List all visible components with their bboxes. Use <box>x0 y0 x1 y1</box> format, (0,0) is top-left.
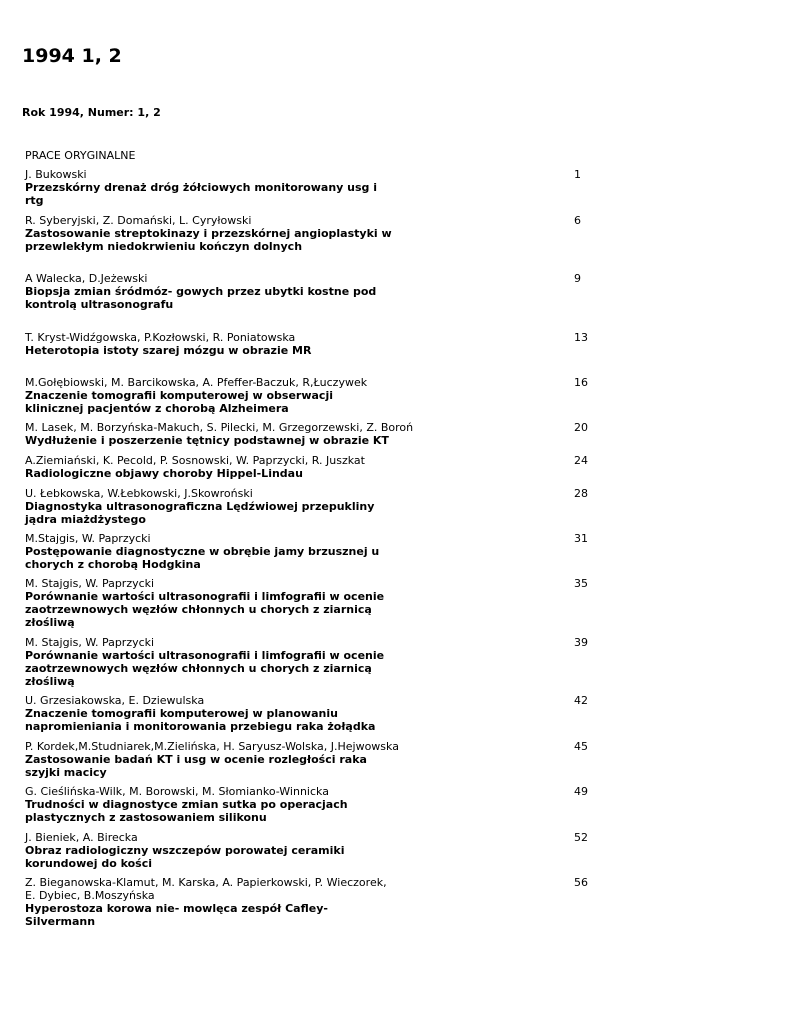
entry-title-link[interactable]: Przezskórny drenaż dróg żółciowych monitorowany usg i rtg <box>25 181 378 207</box>
section-heading: PRACE ORYGINALNE <box>25 149 136 162</box>
entry-authors: M. Stajgis, W. Paprzycki <box>25 577 155 590</box>
entry-authors: R. Syberyjski, Z. Domański, L. Cyryłowski <box>25 214 252 227</box>
entry-page-number: 52 <box>574 831 588 844</box>
entry-title-link[interactable]: Hyperostoza korowa nie- mowlęca zespół Cafley-Silvermann <box>25 902 328 928</box>
toc-entry[interactable] <box>25 532 595 571</box>
entry-title-link[interactable]: Wydłużenie i poszerzenie tętnicy podstawnej w obrazie KT <box>25 434 389 447</box>
toc-entry[interactable] <box>25 214 595 253</box>
entry-authors: U. Grzesiakowska, E. Dziewulska <box>25 694 205 707</box>
toc-entry[interactable] <box>25 272 595 311</box>
entry-title-link[interactable]: Diagnostyka ultrasonograficzna Lędźwiowej przepukliny jądra miażdżystego <box>25 500 375 526</box>
entry-page-number: 45 <box>574 740 588 753</box>
toc-entry[interactable] <box>25 168 595 207</box>
entry-title-link[interactable]: Zastosowanie streptokinazy i przezskórnej angioplastyki w przewlekłym niedokrwieniu kończyn dolnych <box>25 227 392 253</box>
toc-entry[interactable] <box>25 636 595 688</box>
entry-page-number: 1 <box>574 168 581 181</box>
entry-title-link[interactable]: Porównanie wartości ultrasonografii i limfografii w ocenie zaotrzewnowych węzłów chłonnych u chorych z ziarnicą złośliwą <box>25 590 385 629</box>
entry-authors: M.Gołębiowski, M. Barcikowska, A. Pfeffer-Baczuk, R,Łuczywek <box>25 376 368 389</box>
entry-page-number: 16 <box>574 376 588 389</box>
entry-title-link[interactable]: Znaczenie tomografii komputerowej w planowaniu napromieniania i monitorowania przebiegu raka żołądka <box>25 707 376 733</box>
entry-title-link[interactable]: Postępowanie diagnostyczne w obrębie jamy brzusznej u chorych z chorobą Hodgkina <box>25 545 380 571</box>
entry-authors: J. Bieniek, A. Birecka <box>25 831 138 844</box>
toc-entry[interactable] <box>25 376 595 415</box>
toc-entry[interactable] <box>25 331 595 357</box>
entry-title-link[interactable]: Zastosowanie badań KT i usg w ocenie rozległości raka szyjki macicy <box>25 753 367 779</box>
entry-page-number: 56 <box>574 876 588 889</box>
entry-authors: M. Stajgis, W. Paprzycki <box>25 636 155 649</box>
toc-entry[interactable] <box>25 694 595 733</box>
entry-authors: G. Cieślińska-Wilk, M. Borowski, M. Słomianko-Winnicka <box>25 785 329 798</box>
toc-entry[interactable] <box>25 421 595 447</box>
entry-authors: M.Stajgis, W. Paprzycki <box>25 532 151 545</box>
entry-page-number: 35 <box>574 577 588 590</box>
toc-entry[interactable] <box>25 487 595 526</box>
entry-page-number: 31 <box>574 532 588 545</box>
entry-authors: M. Lasek, M. Borzyńska-Makuch, S. Pilecki, M. Grzegorzewski, Z. Boroń <box>25 421 414 434</box>
entry-page-number: 6 <box>574 214 581 227</box>
entry-page-number: 9 <box>574 272 581 285</box>
entry-title-link[interactable]: Znaczenie tomografii komputerowej w obserwacji klinicznej pacjentów z chorobą Alzheimera <box>25 389 333 415</box>
toc-entry[interactable] <box>25 454 595 480</box>
entry-authors: Z. Bieganowska-Klamut, M. Karska, A. Papierkowski, P. Wieczorek, E. Dybiec, B.Moszyńska <box>25 876 387 902</box>
toc-entry[interactable] <box>25 831 595 870</box>
entry-page-number: 39 <box>574 636 588 649</box>
entry-title-link[interactable]: Biopsja zmian śródmóz- gowych przez ubytki kostne pod kontrolą ultrasonografu <box>25 285 377 311</box>
entry-authors: U. Łebkowska, W.Łebkowski, J.Skowroński <box>25 487 253 500</box>
toc-entry[interactable] <box>25 785 595 824</box>
entry-page-number: 49 <box>574 785 588 798</box>
entry-page-number: 24 <box>574 454 588 467</box>
entry-authors: P. Kordek,M.Studniarek,M.Zielińska, H. Saryusz-Wolska, J.Hejwowska <box>25 740 399 753</box>
entry-page-number: 28 <box>574 487 588 500</box>
entry-title-link[interactable]: Porównanie wartości ultrasonografii i limfografii w ocenie zaotrzewnowych węzłów chłonnych u chorych z ziarnicą złośliwą <box>25 649 385 688</box>
entry-title-link[interactable]: Obraz radiologiczny wszczepów porowatej ceramiki korundowej do kości <box>25 844 345 870</box>
entry-title-link[interactable]: Trudności w diagnostyce zmian sutka po operacjach plastycznych z zastosowaniem silikonu <box>25 798 348 824</box>
entry-page-number: 42 <box>574 694 588 707</box>
entry-authors: J. Bukowski <box>25 168 87 181</box>
toc-entry[interactable] <box>25 577 595 629</box>
entry-page-number: 20 <box>574 421 588 434</box>
entry-authors: A Walecka, D.Jeżewski <box>25 272 148 285</box>
toc-entry[interactable] <box>25 740 595 779</box>
entry-authors: T. Kryst-Widźgowska, P.Kozłowski, R. Poniatowska <box>25 331 296 344</box>
toc-entry[interactable] <box>25 876 595 928</box>
entry-title-link[interactable]: Radiologiczne objawy choroby Hippel-Lindau <box>25 467 303 480</box>
entry-page-number: 13 <box>574 331 588 344</box>
entry-title-link[interactable]: Heterotopia istoty szarej mózgu w obrazie MR <box>25 344 312 357</box>
page-title: 1994 1, 2 <box>22 45 122 67</box>
entry-authors: A.Ziemiański, K. Pecold, P. Sosnowski, W. Paprzycki, R. Juszkat <box>25 454 365 467</box>
issue-subtitle: Rok 1994, Numer: 1, 2 <box>22 106 161 119</box>
